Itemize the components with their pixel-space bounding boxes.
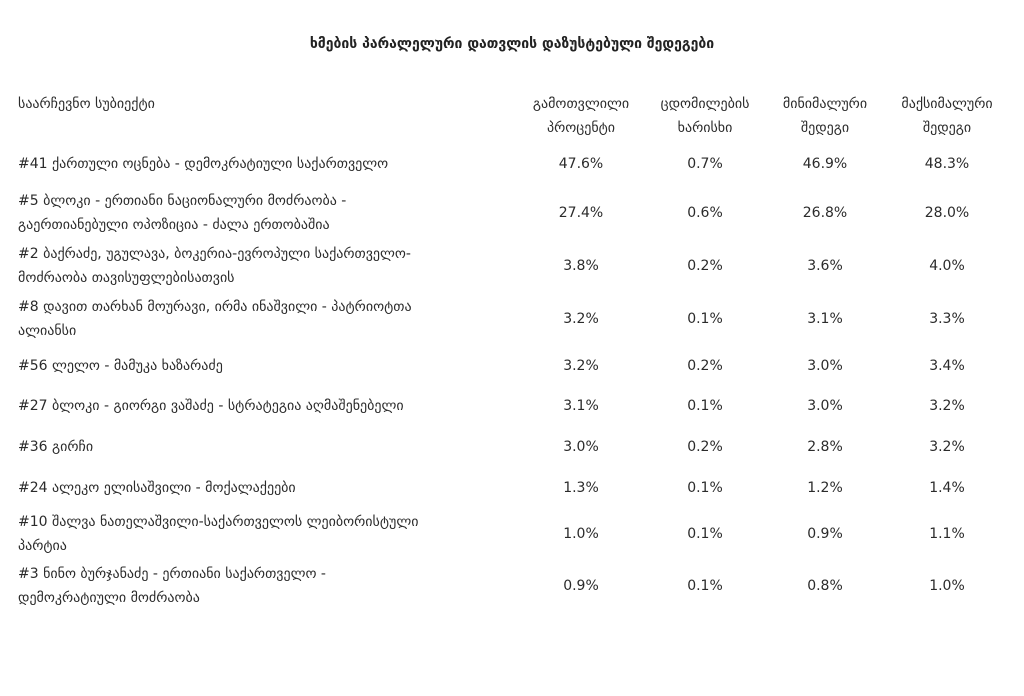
header-subject: საარჩევნო სუბიექტი [18, 96, 155, 112]
subject-cell: #27 ბლოკი - გიორგი ვაშაძე - სტრატეგია აღმაშენებელი [18, 398, 404, 414]
min-cell: 3.0% [807, 358, 843, 374]
subject-cell: #36 გირჩი [18, 439, 94, 455]
max-cell: 1.0% [929, 578, 965, 594]
table-row [14, 186, 1012, 240]
error-cell: 0.2% [687, 358, 723, 374]
header-error: ცდომილების ხარისხი [660, 96, 750, 136]
subject-cell: #8 დავით თარხან მოურავი, ირმა ინაშვილი - პატრიოტთა ალიანსი [18, 299, 412, 339]
percent-cell: 27.4% [558, 205, 604, 221]
max-cell: 3.3% [929, 311, 965, 327]
min-cell: 3.6% [807, 258, 843, 274]
percent-cell: 3.2% [563, 311, 599, 327]
table-row [14, 508, 1012, 560]
subject-cell: #24 ალეკო ელისაშვილი - მოქალაქეები [18, 480, 296, 496]
min-cell: 3.1% [807, 311, 843, 327]
max-cell: 1.4% [929, 480, 965, 496]
min-cell: 26.8% [802, 205, 848, 221]
error-cell: 0.1% [687, 578, 723, 594]
percent-cell: 0.9% [563, 578, 599, 594]
header-min: მინიმალური შედეგი [782, 96, 868, 136]
error-cell: 0.1% [687, 480, 723, 496]
subject-cell: #3 ნინო ბურჯანაძე - ერთიანი საქართველო - დემოკრატიული მოძრაობა [18, 566, 326, 606]
error-cell: 0.2% [687, 258, 723, 274]
percent-cell: 3.1% [563, 398, 599, 414]
header-percent: გამოთვლილი პროცენტი [532, 96, 630, 136]
error-cell: 0.1% [687, 398, 723, 414]
subject-cell: #10 შალვა ნათელაშვილი-საქართველოს ლეიბორისტული პარტია [18, 514, 419, 554]
table-row [14, 346, 1012, 386]
max-cell: 4.0% [929, 258, 965, 274]
subject-cell: #41 ქართული ოცნება - დემოკრატიული საქართველო [18, 156, 389, 172]
percent-cell: 3.2% [563, 358, 599, 374]
min-cell: 2.8% [807, 439, 843, 455]
max-cell: 3.4% [929, 358, 965, 374]
percent-cell: 1.3% [563, 480, 599, 496]
subject-cell: #2 ბაქრაძე, უგულავა, ბოკერია-ევროპული საქართველო- მოძრაობა თავისუფლებისათვის [18, 246, 411, 286]
min-cell: 1.2% [807, 480, 843, 496]
table-row [14, 426, 1012, 468]
table-row [14, 240, 1012, 292]
max-cell: 48.3% [924, 156, 970, 172]
min-cell: 0.8% [807, 578, 843, 594]
error-cell: 0.6% [687, 205, 723, 221]
table-header-row [14, 92, 1012, 142]
header-max: მაქსიმალური შედეგი [901, 96, 993, 136]
table-row [14, 292, 1012, 346]
subject-cell: #5 ბლოკი - ერთიანი ნაციონალური მოძრაობა - გაერთიანებული ოპოზიცია - ძალა ერთობაშია [18, 193, 347, 233]
min-cell: 0.9% [807, 526, 843, 542]
min-cell: 3.0% [807, 398, 843, 414]
percent-cell: 3.8% [563, 258, 599, 274]
table-row [14, 142, 1012, 186]
error-cell: 0.1% [687, 526, 723, 542]
max-cell: 3.2% [929, 439, 965, 455]
max-cell: 1.1% [929, 526, 965, 542]
table-row [14, 560, 1012, 612]
percent-cell: 47.6% [558, 156, 604, 172]
error-cell: 0.1% [687, 311, 723, 327]
error-cell: 0.7% [687, 156, 723, 172]
results-table [14, 92, 1012, 612]
max-cell: 28.0% [924, 205, 970, 221]
table-row [14, 468, 1012, 508]
subject-cell: #56 ლელო - მამუკა ხაზარაძე [18, 358, 223, 374]
error-cell: 0.2% [687, 439, 723, 455]
page-title: ხმების პარალელური დათვლის დაზუსტებული შედეგები [309, 36, 715, 52]
max-cell: 3.2% [929, 398, 965, 414]
percent-cell: 3.0% [563, 439, 599, 455]
min-cell: 46.9% [802, 156, 848, 172]
percent-cell: 1.0% [563, 526, 599, 542]
table-row [14, 386, 1012, 426]
